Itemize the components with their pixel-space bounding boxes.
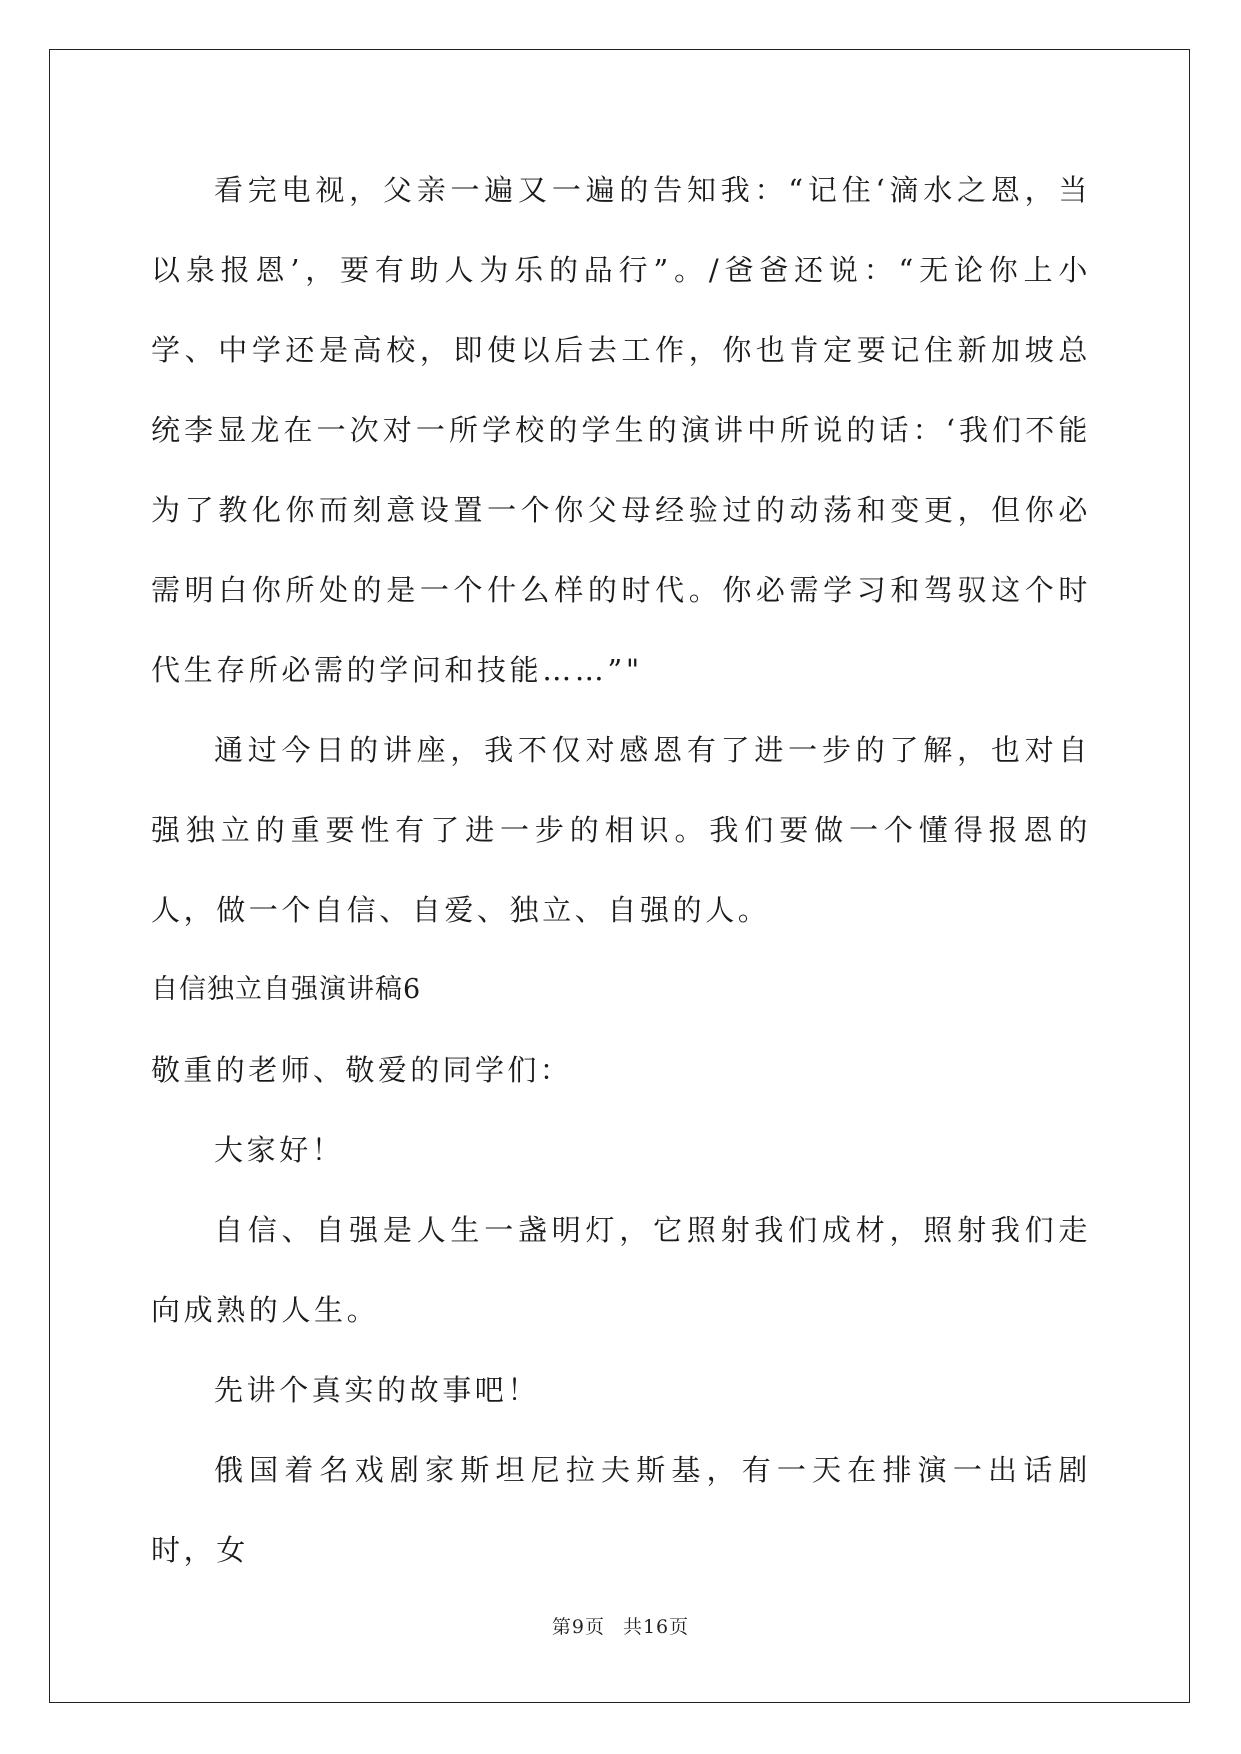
section-heading: 自信独立自强演讲稿6: [151, 974, 422, 1005]
page-footer: [0, 1612, 1241, 1639]
page-total: 共16页: [622, 1616, 690, 1638]
greeting: 大家好！: [214, 1133, 345, 1167]
paragraph-lecture-reflection: 通过今日的讲座，我不仅对感恩有了进一步的了解，也对自强独立的重要性有了进一步的相识。我们要做一个懂得报恩的人，做一个自信、自爱、独立、自强的人。: [151, 733, 1091, 927]
paragraph-father-advice: 看完电视，父亲一遍又一遍的告知我：“记住‘滴水之恩，当以泉报恩’，要有助人为乐的品行”。/爸爸还说：“无论你上小学、中学还是高校，即使以后去工作，你也肯定要记住新加坡总统李显龙在一次对一所学校的学生的演讲中所说的话：‘我们不能为了教化你而刻意设置一个你父母经验过的动荡和变更，但你必需明白你所处的是一个什么样的时代。你必需学习和驾驭这个时代生存所必需的学问和技能……”": [151, 173, 1091, 687]
paragraph-story: 俄国着名戏剧家斯坦尼拉夫斯基，有一天在排演一出话剧时，女: [151, 1453, 1091, 1567]
document-body: [151, 150, 1091, 1590]
salutation: 敬重的老师、敬爱的同学们：: [151, 1053, 573, 1087]
paragraph-confidence: 自信、自强是人生一盏明灯，它照射我们成材，照射我们走向成熟的人生。: [151, 1213, 1091, 1327]
paragraph-story-intro: 先讲个真实的故事吧！: [214, 1373, 541, 1407]
page-number: 第9页: [551, 1616, 605, 1638]
